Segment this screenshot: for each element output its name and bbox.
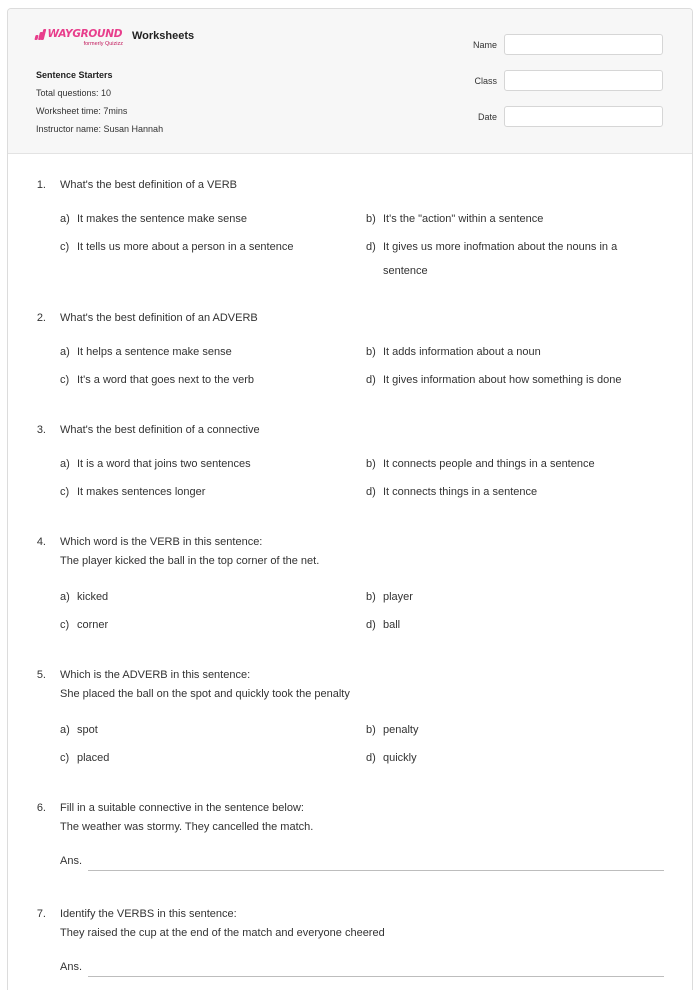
question-text: Which is the ADVERB in this sentence:: [60, 669, 251, 681]
name-field: [457, 34, 663, 55]
question-text: Fill in a suitable connective in the sentence below:: [60, 802, 304, 814]
question-text: What's the best definition of a VERB: [60, 179, 237, 191]
worksheet-title: Sentence Starters: [36, 70, 113, 80]
logo-subtitle: formerly Quizizz: [83, 41, 123, 47]
brand-title: Worksheets: [132, 30, 195, 42]
answer-line[interactable]: [60, 961, 664, 981]
question-number: 3.: [36, 424, 46, 436]
instructor-name: Instructor name: Susan Hannah: [36, 124, 164, 134]
question-text: What's the best definition of a connective: [60, 424, 260, 436]
date-label: Date: [477, 111, 497, 122]
question-text: Which word is the VERB in this sentence:: [60, 536, 263, 548]
question-sentence: The player kicked the ball in the top corner of the net.: [60, 555, 320, 567]
question-number: 4.: [36, 536, 46, 548]
brand: [35, 27, 194, 48]
question-number: 7.: [36, 908, 46, 920]
class-field: [457, 70, 663, 91]
class-label: Class: [474, 75, 497, 86]
logo-text: WAYGROUND: [47, 28, 123, 40]
question-number: 6.: [36, 802, 46, 814]
worksheet-info: [36, 66, 163, 138]
name-label: Name: [472, 39, 497, 50]
question-number: 1.: [36, 179, 46, 191]
total-questions: Total questions: 10: [36, 88, 112, 98]
date-field: [457, 106, 663, 127]
question-text: Identify the VERBS in this sentence:: [60, 908, 237, 920]
class-input[interactable]: [504, 70, 663, 91]
answer-rule: [88, 976, 664, 977]
answer-label: Ans.: [60, 961, 83, 973]
question-number: 2.: [36, 312, 46, 324]
question-sentence: They raised the cup at the end of the match and everyone cheered: [60, 927, 385, 939]
question-number: 5.: [36, 669, 46, 681]
name-input[interactable]: [504, 34, 663, 55]
answer-rule: [88, 870, 664, 871]
answer-line[interactable]: [60, 855, 664, 875]
wayground-logo: [35, 27, 127, 48]
worksheet: WAYGROUND formerly Quizizz Worksheets Sentence Starters Total questions: 10 Worksheet time: 7mins Instructor name: Susan Hannah Name Class Date 1. What's the best definition of a VERB a) It makes the sentence make sense b) It's the "action" within a sentence c) It tells us more about a person in a sentence d) It gives us more inofmation about the nouns in a sentence 2. What's the best definition of an ADVERB a) It helps a sentence make sense b) It adds information about a noun c) It's a word that goes next to the verb d) It gives information about how something is done 3. What's the best definition of a connective a) It is a word that joins two sentences b) It connects people and things in a sentence c) It makes sentences longer d) It connects things in a sentence 4. Which word is the VERB in this sentence: The player kicked the ball in the top corner of the net. a) kicked b) player c) corner d) ball 5. Which is the ADVERB in this sentence: She placed the ball on the spot and quickly took the penalty a) spot b) penalty c) placed d) quickly 6. Fill in a suitable connective in the sentence below: The weather was stormy. They cancelled the match. Ans. 7. Identify the VERBS in this sentence: They raised the cup at the end of the match and everyone cheered Ans.: [7, 8, 693, 990]
worksheet-header: [8, 9, 692, 154]
question-text: What's the best definition of an ADVERB: [60, 312, 258, 324]
answer-label: Ans.: [60, 855, 83, 867]
date-input[interactable]: [504, 106, 663, 127]
wayground-logo-icon: [35, 29, 45, 40]
worksheet-time: Worksheet time: 7mins: [36, 106, 128, 116]
question-sentence: She placed the ball on the spot and quickly took the penalty: [60, 688, 350, 700]
question-sentence: The weather was stormy. They cancelled the match.: [60, 821, 314, 833]
